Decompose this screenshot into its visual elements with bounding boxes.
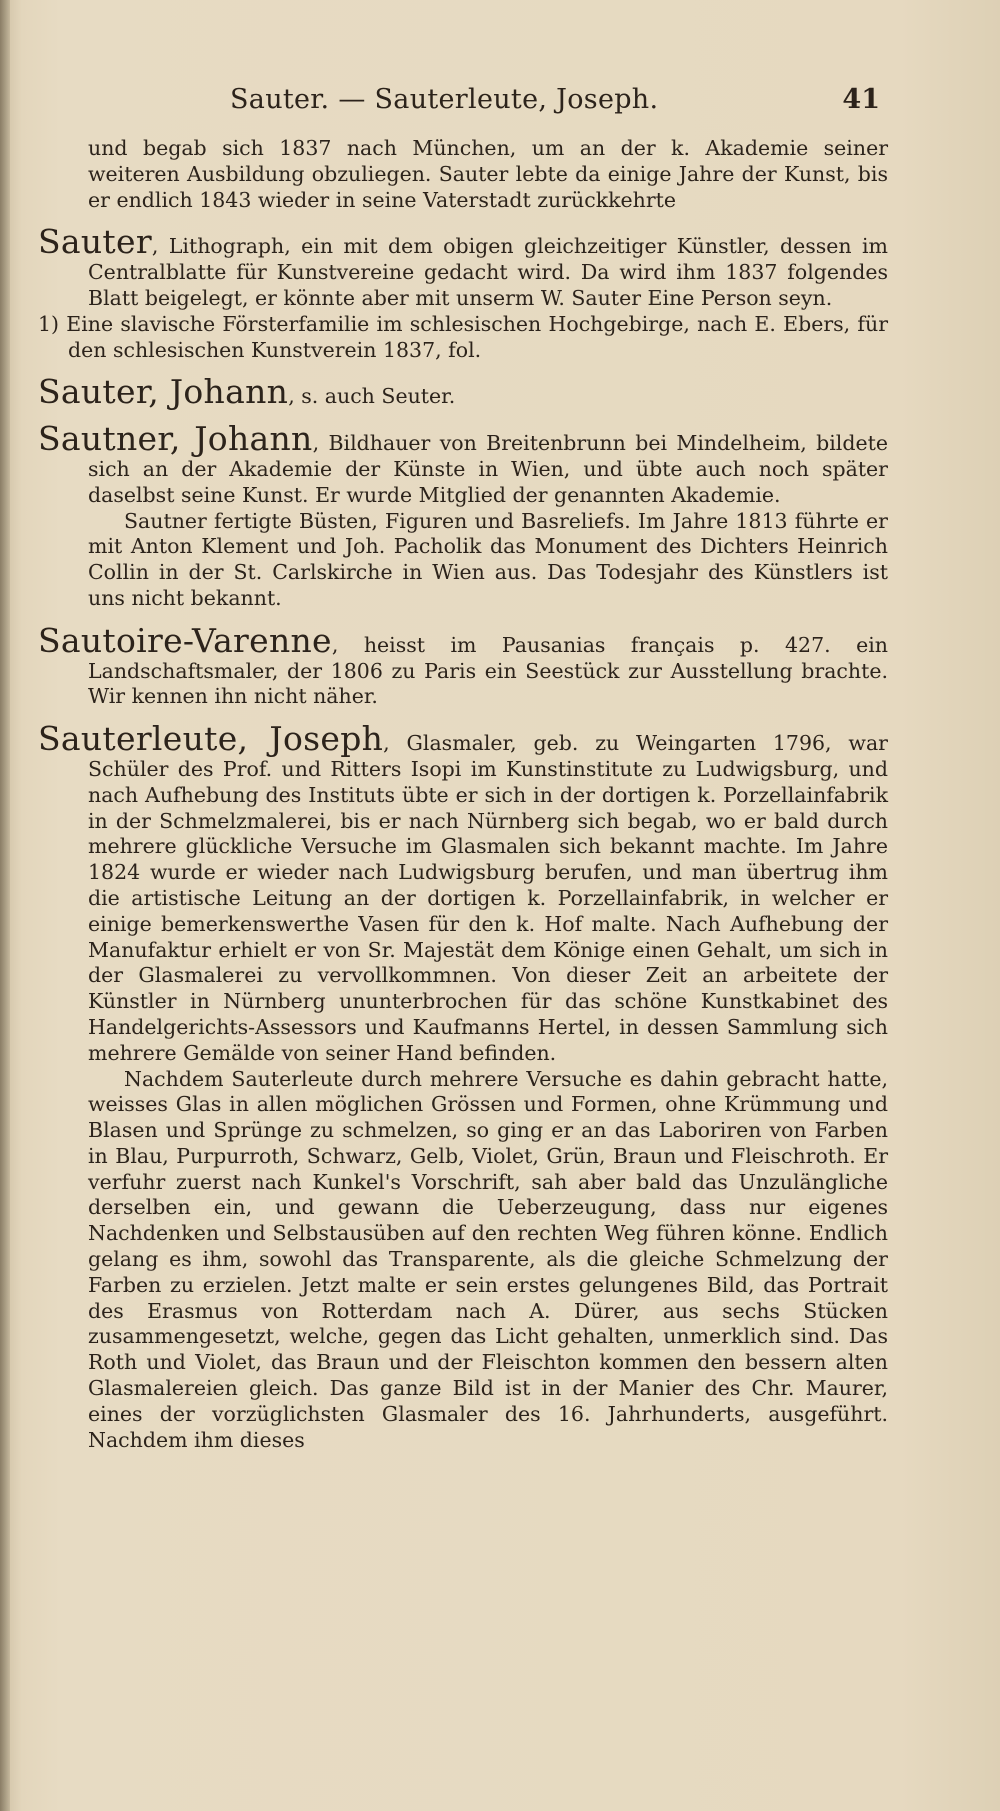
entry-heading: Sauter bbox=[38, 222, 152, 262]
entry-continuation bbox=[38, 136, 888, 213]
entry-heading: Sautoire-Varenne bbox=[38, 620, 332, 660]
entry-intro: , s. auch Seuter. bbox=[288, 384, 456, 409]
entry-sauter bbox=[38, 222, 888, 363]
entry-sauter-johann bbox=[38, 372, 888, 412]
page-spine-shadow bbox=[0, 0, 10, 1811]
page-content bbox=[38, 136, 888, 1469]
entry-sautoire-varenne bbox=[38, 620, 888, 710]
entry-heading: Sauter, Johann bbox=[38, 372, 289, 412]
entry-paragraph: Nachdem Sauterleute durch mehrere Versuche es dahin gebracht hatte, weisses Glas in allen möglichen Grössen und Formen, ohne Krümmung und Blasen und Sprünge zu schmelzen, so ging er an das Laboriren von Farben in Blau, Purpurroth, Schwarz, Gelb, Violet, Grün, Braun und Fleischroth. Er verfuhr zuerst nach Kunkel's Vorschrift, sah aber bald das Unzulängliche derselben ein, und gewann die Ueberzeugung, dass nur eigenes Nachdenken und Selbstausüben auf den rechten Weg führen könne. Endlich gelang es ihm, sowohl das Transparente, als die gleiche Schmelzung der Farben zu erzielen. Jetzt malte er sein erstes gelungenes Bild, das Portrait des Erasmus von Rotterdam nach A. Dürer, aus sechs Stücken zusammengesetzt, welche, gegen das Licht gehalten, unmerklich sind. Das Roth und Violet, das Braun und der Fleischton kommen den bessern alten Glasmalereien gleich. Das ganze Bild ist in der Manier des Chr. Maurer, eines der vorzüglichsten Glasmaler des 16. Jahrhunderts, ausgeführt. Nachdem ihm dieses bbox=[88, 1066, 888, 1452]
page-number: 41 bbox=[842, 84, 880, 115]
entry-intro: , Glasmaler, geb. zu Weingarten 1796, war Schüler des Prof. und Ritters Isopi im Kunstinstitute zu Ludwigsburg, und nach Aufhebung des Instituts übte er sich in der dortigen k. Porzellainfabrik in der Schmelzmalerei, bis er nach Nürnberg sich begab, wo er bald durch mehrere glückliche Versuche im Glasmalen sich bekannt machte. Im Jahre 1824 wurde er wieder nach Ludwigsburg berufen, und man übertrug ihm die artistische Leitung an der dortigen k. Porzellainfabrik, in welcher er einige bemerkenswerthe Vasen für den k. Hof malte. Nach Aufhebung der Manufaktur erhielt er von Sr. Majestät dem Könige einen Gehalt, um sich in der Glasmalerei zu vervollkommnen. Von dieser Zeit an arbeitete der Künstler in Nürnberg ununterbrochen für das schöne Kunstkabinet des Handelgerichts-Assessors und Kaufmanns Hertel, in dessen Sammlung sich mehrere Gemälde von seiner Hand befinden. bbox=[88, 731, 888, 1065]
running-title: Sauter. — Sauterleute, Joseph. bbox=[230, 84, 659, 115]
page-header bbox=[230, 84, 880, 124]
list-item: 1) Eine slavische Försterfamilie im schlesischen Hochgebirge, nach E. Ebers, für den schlesischen Kunstverein 1837, fol. bbox=[38, 311, 888, 362]
entry-intro: , heisst im Pausanias français p. 427. ein Landschaftsmaler, der 1806 zu Paris ein Seestück zur Ausstellung brachte. Wir kennen ihn nicht näher. bbox=[88, 632, 888, 709]
entry-heading: Sautner, Johann bbox=[38, 419, 313, 459]
entry-intro: , Bildhauer von Breitenbrunn bei Mindelheim, bildete sich an der Akademie der Künste in Wien, und übte auch noch später daselbst seine Kunst. Er wurde Mitglied der genannten Akademie. bbox=[88, 431, 888, 507]
continuation-text: und begab sich 1837 nach München, um an der k. Akademie seiner weiteren Ausbildung obzuliegen. Sauter lebte da einige Jahre der Kunst, bis er endlich 1843 wieder in seine Vaterstadt zurückkehrte bbox=[88, 136, 888, 212]
entry-intro: , Lithograph, ein mit dem obigen gleichzeitiger Künstler, dessen im Centralblatte für Kunstvereine gedacht wird. Da wird ihm 1837 folgendes Blatt beigelegt, er könnte aber mit unserm W. Sauter Eine Person seyn. bbox=[88, 234, 888, 310]
entry-paragraph: Sautner fertigte Büsten, Figuren und Basreliefs. Im Jahre 1813 führte er mit Anton Klement und Joh. Pacholik das Monument des Dichters Heinrich Collin in der St. Carlskirche in Wien aus. Das Todesjahr des Künstlers ist uns nicht bekannt. bbox=[88, 508, 888, 610]
entry-sautner-johann bbox=[38, 419, 888, 612]
entry-sauterleute-joseph bbox=[38, 719, 888, 1453]
entry-heading: Sauterleute, Joseph bbox=[38, 719, 384, 759]
